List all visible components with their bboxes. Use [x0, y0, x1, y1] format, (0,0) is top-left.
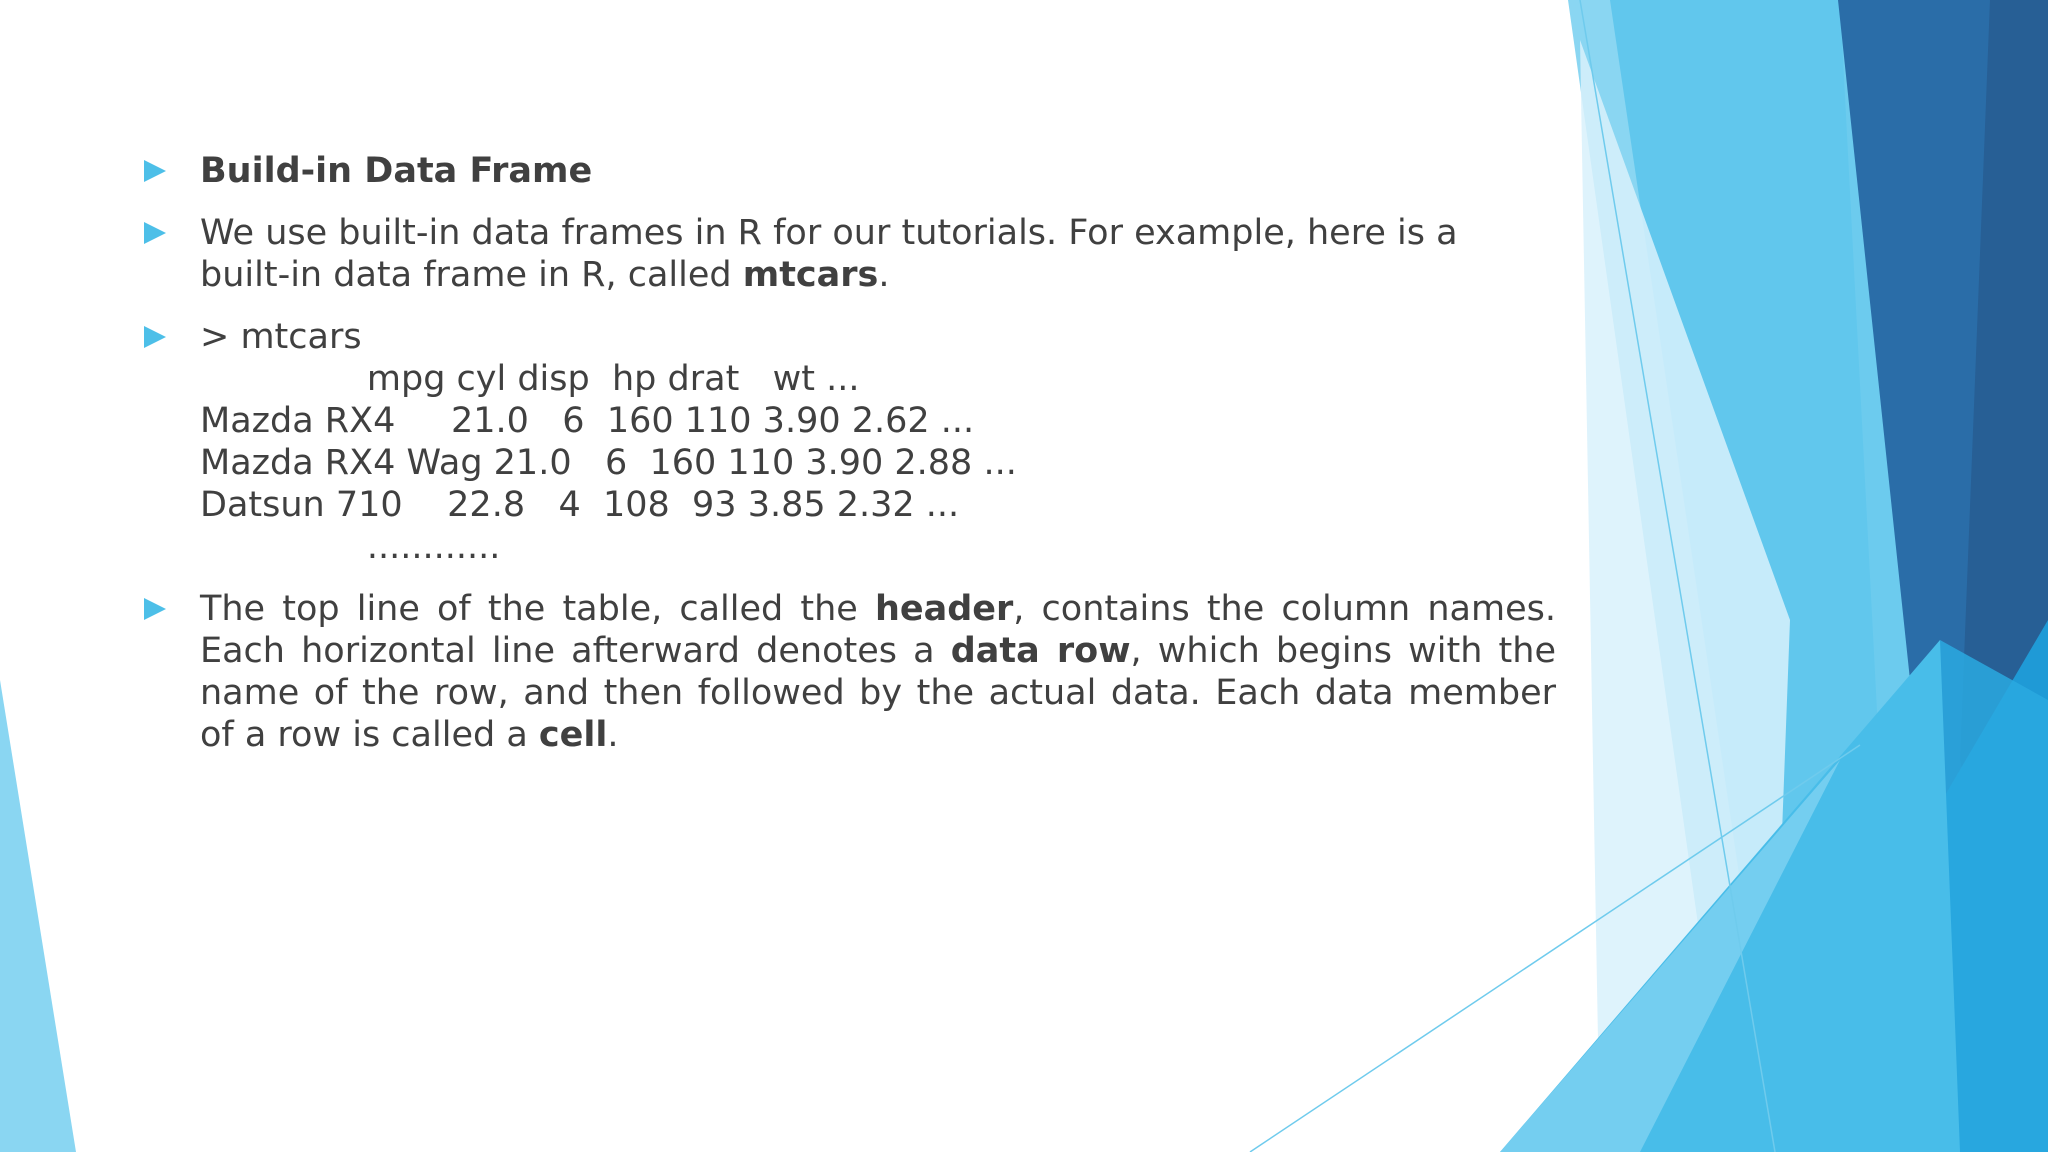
bullet-item-explanation	[140, 588, 1556, 756]
bullet-item-code	[140, 316, 1556, 568]
slide-content	[140, 150, 1556, 776]
code-line: mpg cyl disp hp drat wt ...	[200, 359, 860, 399]
intro-line-2	[200, 254, 1556, 296]
bullet-arrow-icon	[144, 160, 166, 182]
intro-text: built-in data frame in R, called	[200, 255, 743, 295]
code-line: > mtcars	[200, 317, 362, 357]
code-line: Datsun 710 22.8 4 108 93 3.85 2.32 ...	[200, 485, 960, 525]
bullet-arrow-icon	[144, 222, 166, 244]
bold-cell: cell	[538, 715, 608, 755]
explanation-text: , which begins with the name of the row, and then followed by the actual data. Each data member of a row is called a	[200, 631, 1556, 755]
code-line: Mazda RX4 21.0 6 160 110 3.90 2.62 ...	[200, 401, 975, 441]
bold-header: header	[874, 589, 1014, 629]
intro-line-1: We use built-in data frames in R for our tutorials. For example, here is a	[200, 213, 1458, 253]
bullet-arrow-icon	[144, 598, 166, 620]
code-line: ............	[200, 527, 501, 567]
bold-data-row: data row	[950, 631, 1131, 671]
intro-period: .	[878, 255, 890, 295]
intro-bold-mtcars: mtcars	[742, 255, 879, 295]
explanation-text: , contains the column names. Each horizontal line afterward denotes a	[200, 589, 1556, 671]
bullet-item-intro	[140, 212, 1556, 296]
explanation-text: The top line of the table, called the	[200, 589, 875, 629]
bullet-item-title	[140, 150, 1556, 192]
code-line: Mazda RX4 Wag 21.0 6 160 110 3.90 2.88 ...	[200, 443, 1017, 483]
heading-text: Build-in Data Frame	[200, 151, 593, 191]
explanation-text: .	[607, 715, 619, 755]
deco-shape-left-sliver	[0, 680, 76, 1152]
bullet-arrow-icon	[144, 326, 166, 348]
